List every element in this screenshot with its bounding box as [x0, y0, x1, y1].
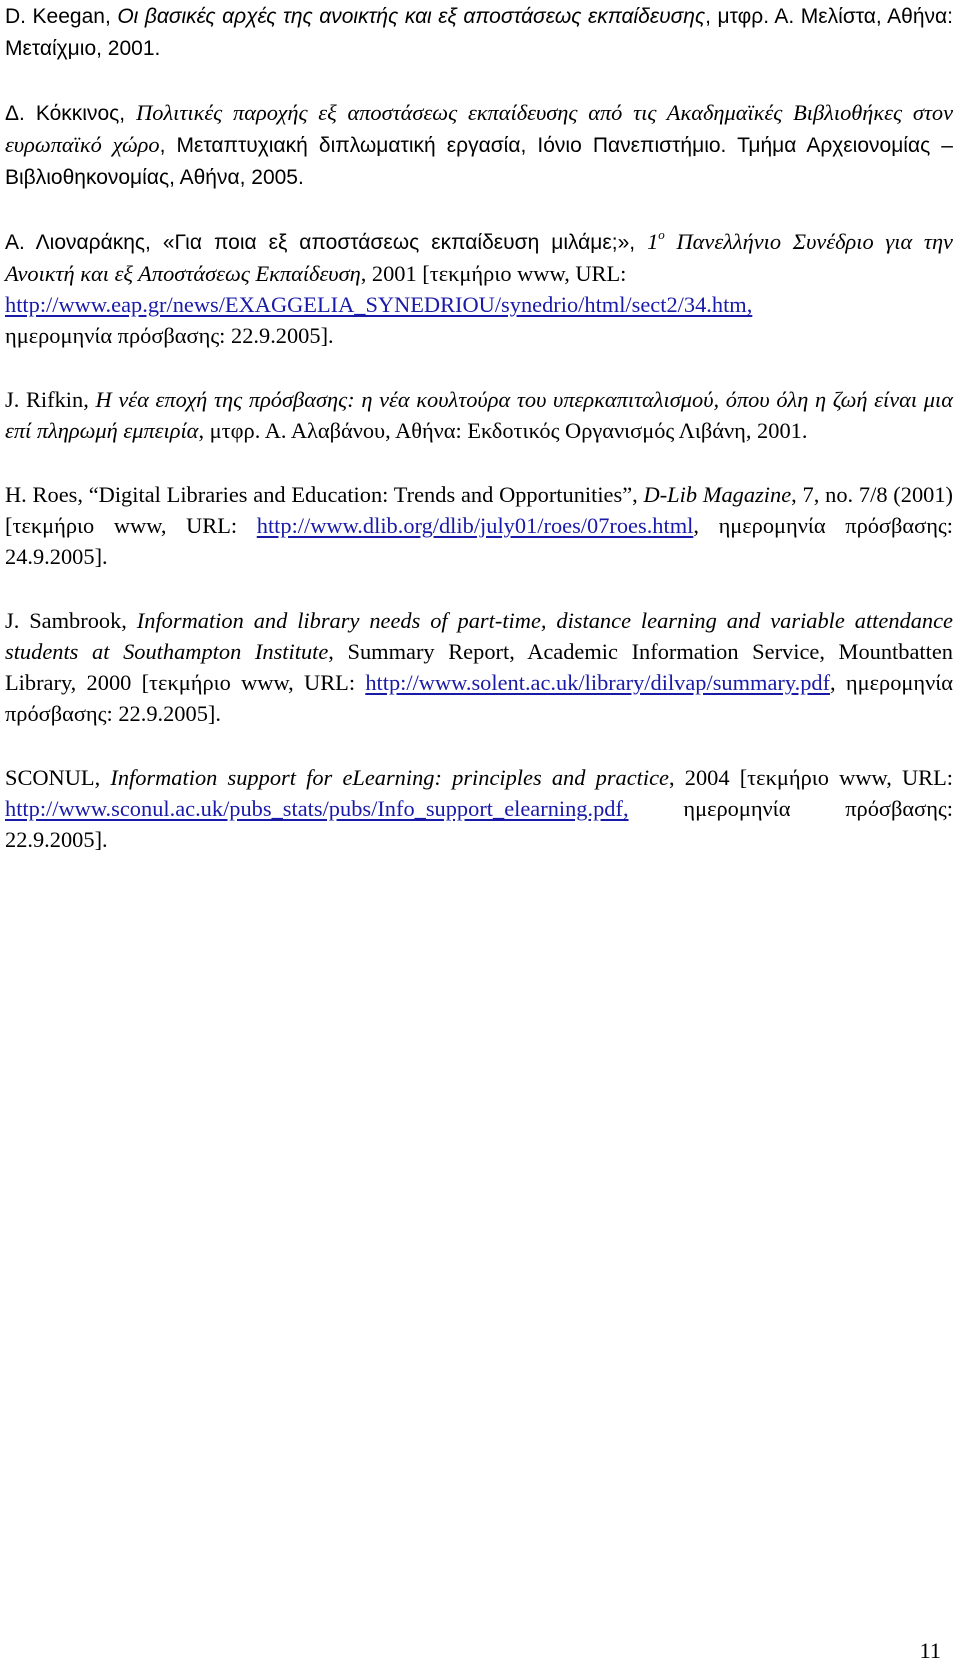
reference-kokkinos — [5, 97, 953, 193]
reference-keegan — [5, 0, 953, 64]
reference-access-date: , ημερομηνία πρόσβασης: 24.9.2005]. — [5, 513, 953, 569]
reference-author: Α. Λιοναράκης, «Για ποια εξ αποστάσεως εκπαίδευση μιλάμε;», — [5, 231, 648, 254]
reference-url-link[interactable]: http://www.solent.ac.uk/library/dilvap/summary.pdf — [365, 670, 831, 695]
reference-author: J. Rifkin, — [5, 387, 96, 412]
document-page — [5, 0, 953, 1677]
reference-author: Δ. Κόκκινος, — [5, 102, 137, 125]
reference-access-date: ημερομηνία πρόσβασης: 22.9.2005]. — [5, 796, 953, 852]
reference-access-date: , ημερομηνία πρόσβασης: 22.9.2005]. — [5, 670, 953, 726]
reference-url-link[interactable]: http://www.sconul.ac.uk/pubs_stats/pubs/Info_support_elearning.pdf, — [5, 796, 629, 821]
reference-list — [5, 0, 953, 888]
reference-details: , Μεταπτυχιακή διπλωματική εργασία, Ιόνιο Πανεπιστήμιο. Τμήμα Αρχειονομίας – Βιβλιοθηκονομίας, Αθήνα, 2005. — [5, 134, 953, 189]
reference-access-date: ημερομηνία πρόσβασης: 22.9.2005]. — [5, 323, 334, 348]
reference-author: SCONUL, — [5, 765, 111, 790]
reference-title: Πολιτικές παροχής εξ αποστάσεως εκπαίδευσης από τις Ακαδημαϊκές Βιβλιοθήκες στον ευρωπαϊκό χώρο — [5, 100, 954, 157]
reference-rifkin — [5, 384, 953, 446]
reference-url-link[interactable]: http://www.dlib.org/dlib/july01/roes/07roes.html — [256, 513, 694, 538]
reference-sconul — [5, 762, 953, 855]
reference-title: D-Lib Magazine — [643, 482, 792, 507]
reference-title-superscript: ο — [658, 227, 665, 242]
reference-title: Πανελλήνιο Συνέδριο για την Ανοικτή και εξ Αποστάσεως Εκπαίδευση — [5, 229, 953, 286]
reference-title: Οι βασικές αρχές της ανοικτής και εξ αποστάσεως εκπαίδευσης — [117, 5, 706, 28]
reference-lionarakis — [5, 226, 953, 351]
reference-title: Information support for eLearning: principles and practice — [110, 765, 669, 790]
reference-url-link[interactable]: http://www.eap.gr/news/EXAGGELIA_SYNEDRIOU/synedrio/html/sect2/34.htm, — [5, 292, 753, 317]
reference-sambrook — [5, 605, 953, 729]
reference-details: , μτφρ. Α. Αλαβάνου, Αθήνα: Εκδοτικός Οργανισμός Λιβάνη, 2001. — [198, 418, 808, 443]
reference-roes — [5, 479, 953, 572]
reference-author: J. Sambrook, — [5, 608, 137, 633]
reference-author: H. Roes, “Digital Libraries and Education: Trends and Opportunities”, — [5, 482, 644, 507]
reference-details: , 7, no. 7/8 (2001) [τεκμήριο www, URL: — [5, 482, 953, 538]
reference-details: , 2004 [τεκμήριο www, URL: — [668, 765, 953, 790]
reference-details: , Summary Report, Academic Information Service, Mountbatten Library, 2000 [τεκμήριο www, URL: — [5, 639, 953, 695]
reference-author: D. Keegan, — [5, 5, 118, 28]
page-number: 11 — [919, 1638, 941, 1663]
reference-details: , 2001 [τεκμήριο www, URL: — [360, 261, 627, 286]
reference-title: Η νέα εποχή της πρόσβασης: η νέα κουλτούρα του υπερκαπιταλισμού, όπου όλη η ζωή είναι μια επί πληρωμή εμπειρία — [5, 387, 954, 443]
reference-title: Information and library needs of part-time, distance learning and variable attendance students at Southampton Institute — [5, 608, 953, 664]
reference-title-number: 1 — [647, 229, 659, 254]
reference-details: , μτφρ. Α. Μελίστα, Αθήνα: Μεταίχμιο, 2001. — [5, 5, 953, 60]
